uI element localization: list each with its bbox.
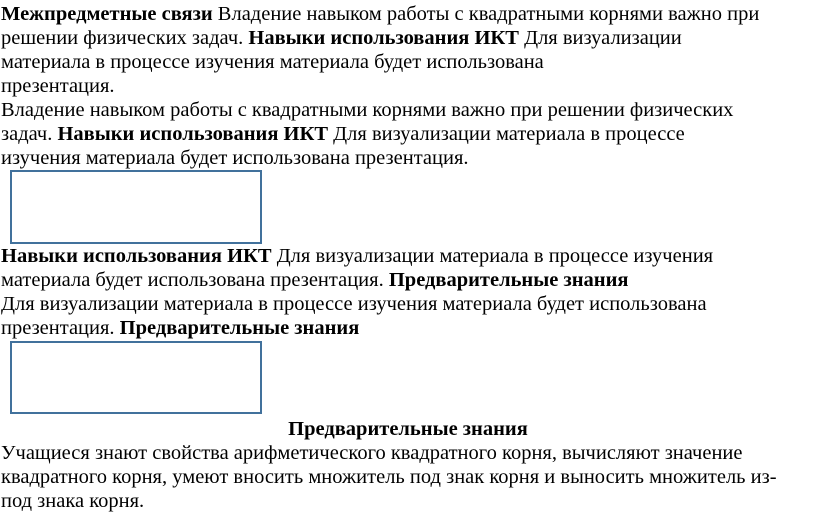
- interdisciplinary-heading: Межпредметные связи: [1, 3, 213, 25]
- paragraph-2-text: задач.: [1, 123, 53, 145]
- paragraph-4-line-1: Для визуализации материала в процессе изучения материала будет использована: [1, 293, 707, 315]
- section-line-2: квадратного корня, умеют вносить множитель под знак корня и выносить множитель из-: [1, 466, 777, 488]
- paragraph-3-text: Для визуализации материала в процессе изучения: [276, 245, 714, 267]
- section-line-3: [1, 489, 144, 513]
- paragraph-2-line-1: Владение навыком работы с квадратными корнями важно при решении физических: [1, 99, 734, 121]
- ict-skills-heading: Навыки использования ИКТ: [1, 245, 272, 267]
- paragraph-2-text: Для визуализации материала в процессе: [333, 123, 685, 145]
- prior-knowledge-heading: Предварительные знания: [388, 269, 629, 291]
- empty-frame-2: [10, 341, 262, 414]
- paragraph-1-line-4: [1, 74, 115, 98]
- paragraph-3-line-1: [1, 244, 713, 268]
- section-heading: [0, 417, 816, 441]
- section-text: Учащиеся знают свойства арифметического квадратного корня, вычисляют значение: [1, 442, 743, 464]
- paragraph-1-text: Владение навыком работы с квадратными корнями важно при: [217, 3, 760, 25]
- section-line-1: [1, 441, 743, 465]
- paragraph-3-text: материала будет использована презентация.: [1, 269, 384, 291]
- paragraph-1-text: Для визуализации: [524, 27, 682, 49]
- paragraph-1-line-1: [1, 2, 759, 26]
- prior-knowledge-title: Предварительные знания: [288, 418, 528, 440]
- paragraph-2-line-3: [1, 146, 469, 170]
- paragraph-2-text: изучения материала будет использована презентация.: [1, 147, 469, 169]
- paragraph-3-line-2: [1, 268, 629, 292]
- paragraph-2-line-2: [1, 122, 685, 146]
- paragraph-1-line-2: [1, 26, 682, 50]
- paragraph-1-text: презентация.: [1, 75, 115, 97]
- prior-knowledge-heading: Предварительные знания: [119, 317, 360, 339]
- paragraph-4-line-2: [1, 316, 359, 340]
- paragraph-1-line-3: материала в процессе изучения материала будет использована: [1, 51, 544, 73]
- section-text: под знака корня.: [1, 490, 145, 512]
- paragraph-1-text: решении физических задач.: [1, 27, 244, 49]
- paragraph-4-text: презентация.: [1, 317, 115, 339]
- ict-skills-heading: Навыки использования ИКТ: [248, 27, 519, 49]
- ict-skills-heading: Навыки использования ИКТ: [57, 123, 329, 145]
- empty-frame-1: [10, 170, 262, 244]
